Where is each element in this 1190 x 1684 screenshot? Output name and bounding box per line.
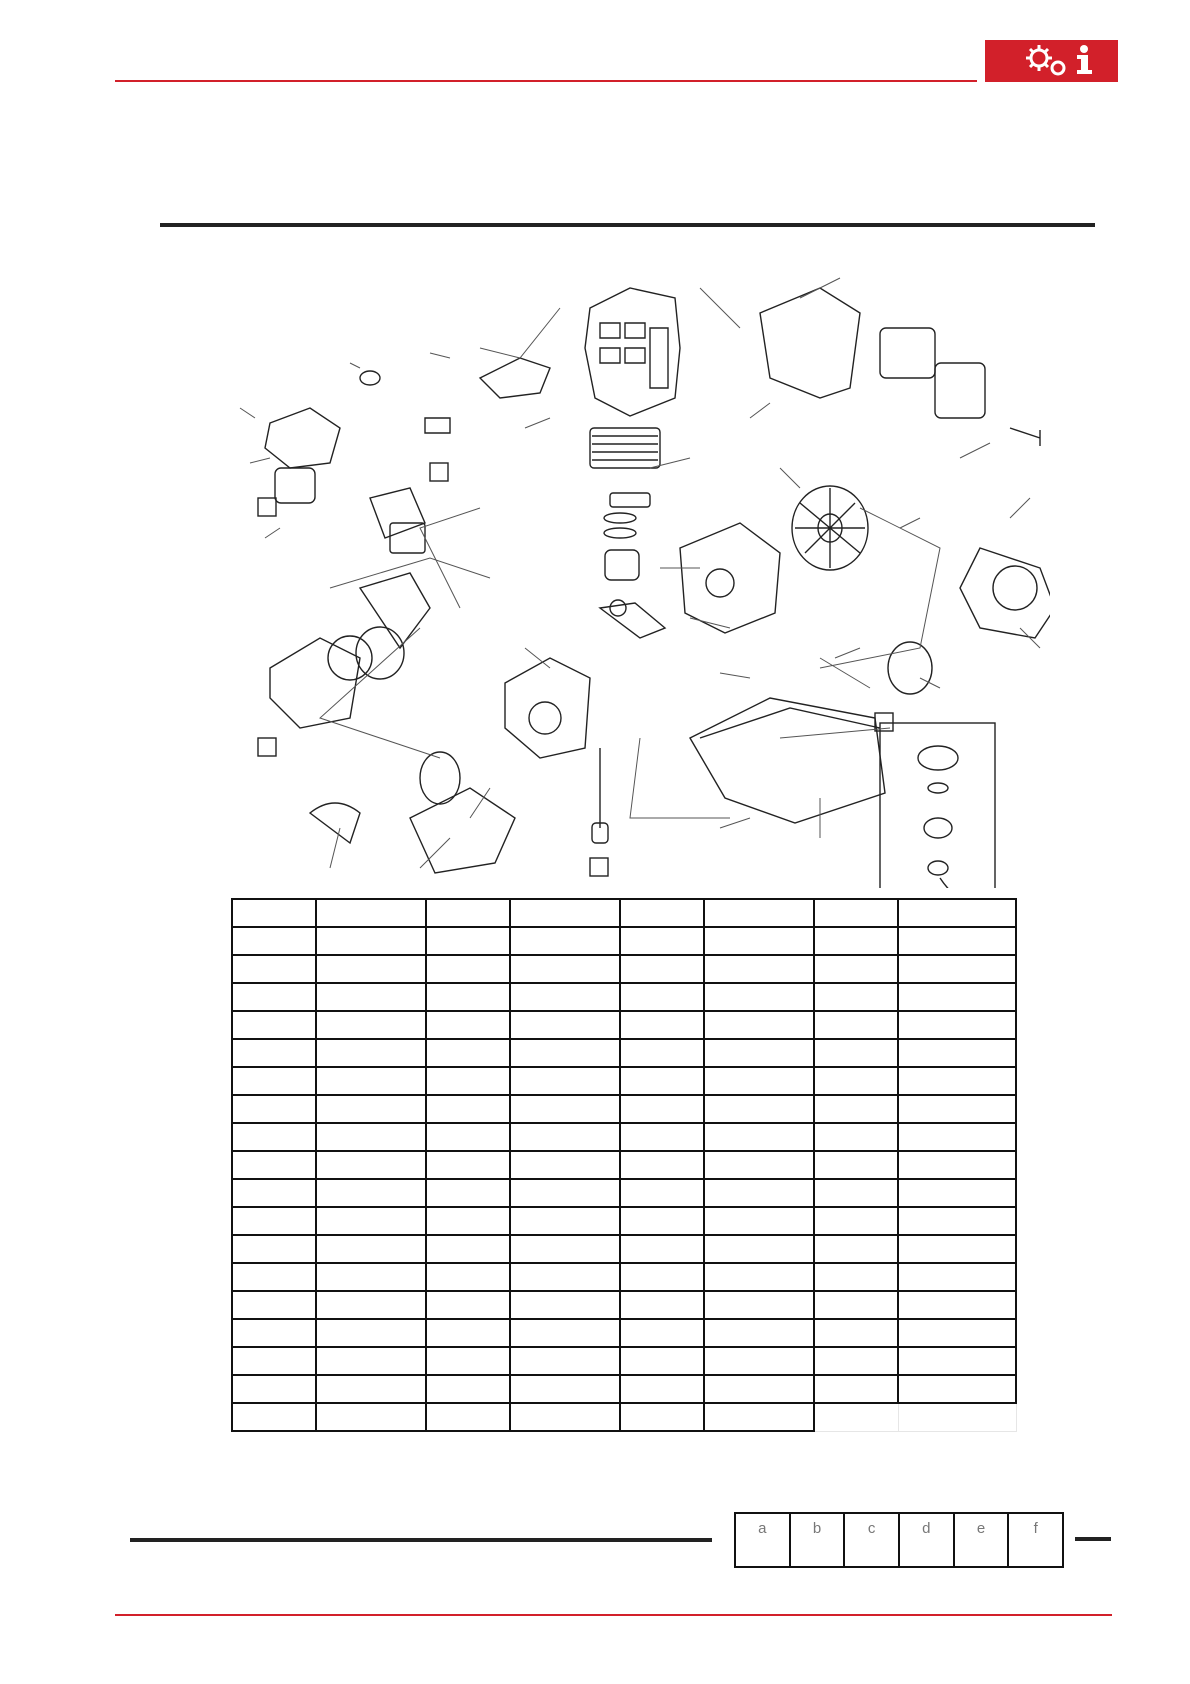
table-cell: [814, 1039, 898, 1067]
table-cell: [426, 1207, 510, 1235]
table-cell: [510, 1011, 620, 1039]
table-cell: [898, 899, 1016, 927]
footer-red-rule: [115, 1614, 1112, 1616]
table-cell: [316, 1319, 426, 1347]
table-cell: [426, 899, 510, 927]
table-cell: [620, 1347, 704, 1375]
table-cell: [510, 1179, 620, 1207]
table-cell: [510, 1291, 620, 1319]
table-row: [232, 983, 1016, 1011]
table-cell: [232, 1039, 316, 1067]
table-cell: [898, 927, 1016, 955]
table-cell: [898, 1375, 1016, 1403]
table-cell: [426, 1403, 510, 1431]
table-row: [232, 1067, 1016, 1095]
table-cell: [704, 899, 814, 927]
table-cell: [426, 1067, 510, 1095]
tab-c[interactable]: c: [845, 1514, 900, 1566]
table-cell: [232, 955, 316, 983]
table-cell: [620, 1123, 704, 1151]
table-cell: [898, 1123, 1016, 1151]
table-cell: [316, 1011, 426, 1039]
table-cell: [704, 1235, 814, 1263]
table-cell: [316, 927, 426, 955]
table-row: [232, 1403, 1016, 1431]
table-cell: [814, 1095, 898, 1123]
table-row: [232, 1235, 1016, 1263]
table-cell: [316, 899, 426, 927]
table-cell: [426, 927, 510, 955]
table-cell: [232, 927, 316, 955]
table-cell: [510, 1207, 620, 1235]
table-cell: [510, 1039, 620, 1067]
table-cell: [814, 1263, 898, 1291]
table-cell: [510, 1403, 620, 1431]
table-cell: [620, 1151, 704, 1179]
table-cell: [898, 1039, 1016, 1067]
table-cell: [814, 1067, 898, 1095]
table-row: [232, 955, 1016, 983]
table-cell: [898, 1263, 1016, 1291]
table-cell: [510, 1095, 620, 1123]
table-row: [232, 1375, 1016, 1403]
section-tabs: [734, 1512, 1064, 1568]
table-cell: [316, 1151, 426, 1179]
table-cell: [704, 1123, 814, 1151]
table-cell: [814, 1151, 898, 1179]
table-cell: [232, 1179, 316, 1207]
table-cell: [316, 1347, 426, 1375]
table-cell: [814, 1347, 898, 1375]
table-cell: [510, 1151, 620, 1179]
table-cell: [620, 1095, 704, 1123]
table-row: [232, 1123, 1016, 1151]
table-cell: [510, 955, 620, 983]
table-cell: [232, 1235, 316, 1263]
table-cell: [426, 955, 510, 983]
table-cell: [232, 899, 316, 927]
brand-logo: [985, 40, 1118, 82]
table-cell: [426, 1095, 510, 1123]
table-cell: [232, 1347, 316, 1375]
parts-table-body: [232, 899, 1016, 1431]
table-cell: [232, 1403, 316, 1431]
table-cell: [232, 1123, 316, 1151]
table-cell: [704, 1347, 814, 1375]
table-row: [232, 1011, 1016, 1039]
table-cell: [814, 1179, 898, 1207]
table-cell: [620, 927, 704, 955]
table-cell: [510, 1123, 620, 1151]
table-cell: [232, 1375, 316, 1403]
table-cell: [620, 1375, 704, 1403]
table-cell: [898, 983, 1016, 1011]
table-cell: [620, 1039, 704, 1067]
tab-d[interactable]: d: [900, 1514, 955, 1566]
table-cell: [426, 1179, 510, 1207]
table-cell: [426, 983, 510, 1011]
table-cell: [898, 955, 1016, 983]
table-cell: [704, 1263, 814, 1291]
table-cell: [510, 983, 620, 1011]
tab-b[interactable]: b: [791, 1514, 846, 1566]
table-cell: [704, 1095, 814, 1123]
table-cell: [898, 1179, 1016, 1207]
table-row: [232, 1207, 1016, 1235]
table-row: [232, 1095, 1016, 1123]
table-cell: [620, 899, 704, 927]
table-cell: [620, 983, 704, 1011]
table-cell: [620, 1179, 704, 1207]
tab-e[interactable]: e: [955, 1514, 1010, 1566]
table-cell: [620, 1011, 704, 1039]
table-cell: [510, 927, 620, 955]
table-cell: [898, 1207, 1016, 1235]
table-cell: [704, 955, 814, 983]
table-cell: [316, 1235, 426, 1263]
table-cell: [316, 1403, 426, 1431]
table-cell: [704, 1319, 814, 1347]
tab-a[interactable]: a: [736, 1514, 791, 1566]
table-row: [232, 927, 1016, 955]
table-cell: [510, 1263, 620, 1291]
table-row: [232, 1347, 1016, 1375]
header-red-rule: [115, 80, 977, 82]
table-cell: [814, 1375, 898, 1403]
table-cell: [704, 1039, 814, 1067]
table-cell: [316, 1263, 426, 1291]
table-cell: [704, 1179, 814, 1207]
table-cell: [232, 1291, 316, 1319]
table-cell: [316, 983, 426, 1011]
gears-info-icon: [997, 41, 1107, 81]
table-cell: [620, 1067, 704, 1095]
table-cell: [814, 983, 898, 1011]
table-row: [232, 1319, 1016, 1347]
table-cell: [898, 1235, 1016, 1263]
table-cell: [510, 1319, 620, 1347]
table-cell: [620, 955, 704, 983]
table-cell: [426, 1347, 510, 1375]
table-cell: [232, 1067, 316, 1095]
table-cell: [620, 1403, 704, 1431]
table-cell: [814, 1403, 898, 1431]
table-cell: [898, 1067, 1016, 1095]
table-cell: [316, 955, 426, 983]
table-row: [232, 1039, 1016, 1067]
table-cell: [704, 1291, 814, 1319]
table-cell: [704, 1403, 814, 1431]
table-cell: [898, 1011, 1016, 1039]
table-cell: [232, 1151, 316, 1179]
table-cell: [232, 983, 316, 1011]
table-cell: [316, 1095, 426, 1123]
table-cell: [426, 1375, 510, 1403]
table-cell: [814, 1207, 898, 1235]
parts-table: [231, 898, 1017, 1432]
table-cell: [510, 1375, 620, 1403]
table-cell: [814, 955, 898, 983]
tab-f[interactable]: f: [1033, 1520, 1038, 1537]
table-cell: [232, 1011, 316, 1039]
table-cell: [316, 1039, 426, 1067]
table-cell: [814, 899, 898, 927]
engine-exploded-view-icon: [220, 268, 1050, 888]
table-cell: [704, 1011, 814, 1039]
table-cell: [232, 1095, 316, 1123]
table-cell: [316, 1067, 426, 1095]
table-row: [232, 1291, 1016, 1319]
table-cell: [704, 1151, 814, 1179]
table-cell: [316, 1123, 426, 1151]
table-cell: [814, 1011, 898, 1039]
table-row: [232, 1263, 1016, 1291]
table-cell: [232, 1263, 316, 1291]
table-cell: [814, 1235, 898, 1263]
table-cell: [426, 1319, 510, 1347]
table-cell: [704, 1207, 814, 1235]
table-cell: [704, 983, 814, 1011]
table-cell: [232, 1319, 316, 1347]
table-cell: [510, 1347, 620, 1375]
table-cell: [620, 1291, 704, 1319]
table-cell: [426, 1039, 510, 1067]
table-cell: [316, 1291, 426, 1319]
table-cell: [426, 1123, 510, 1151]
title-rule: [160, 223, 1095, 227]
footer-rule: [130, 1538, 712, 1542]
table-cell: [426, 1235, 510, 1263]
table-cell: [814, 1123, 898, 1151]
page-marker-rule: [1075, 1537, 1111, 1541]
table-cell: [426, 1291, 510, 1319]
table-cell: [620, 1263, 704, 1291]
table-cell: [510, 1235, 620, 1263]
table-cell: [814, 927, 898, 955]
table-cell: [814, 1319, 898, 1347]
table-cell: [898, 1095, 1016, 1123]
table-cell: [510, 899, 620, 927]
table-cell: [316, 1179, 426, 1207]
table-cell: [898, 1347, 1016, 1375]
table-cell: [704, 927, 814, 955]
table-cell: [898, 1319, 1016, 1347]
table-cell: [232, 1207, 316, 1235]
table-cell: [814, 1291, 898, 1319]
table-row: [232, 899, 1016, 927]
table-row: [232, 1151, 1016, 1179]
table-cell: [704, 1375, 814, 1403]
table-cell: [898, 1291, 1016, 1319]
table-cell: [510, 1067, 620, 1095]
table-cell: [426, 1263, 510, 1291]
table-cell: [620, 1235, 704, 1263]
table-cell: [316, 1207, 426, 1235]
table-cell: [620, 1207, 704, 1235]
table-cell: [898, 1151, 1016, 1179]
table-cell: [620, 1319, 704, 1347]
table-cell: [426, 1151, 510, 1179]
table-cell: [898, 1403, 1016, 1431]
table-cell: [704, 1067, 814, 1095]
table-row: [232, 1179, 1016, 1207]
table-cell: [426, 1011, 510, 1039]
table-cell: [316, 1375, 426, 1403]
